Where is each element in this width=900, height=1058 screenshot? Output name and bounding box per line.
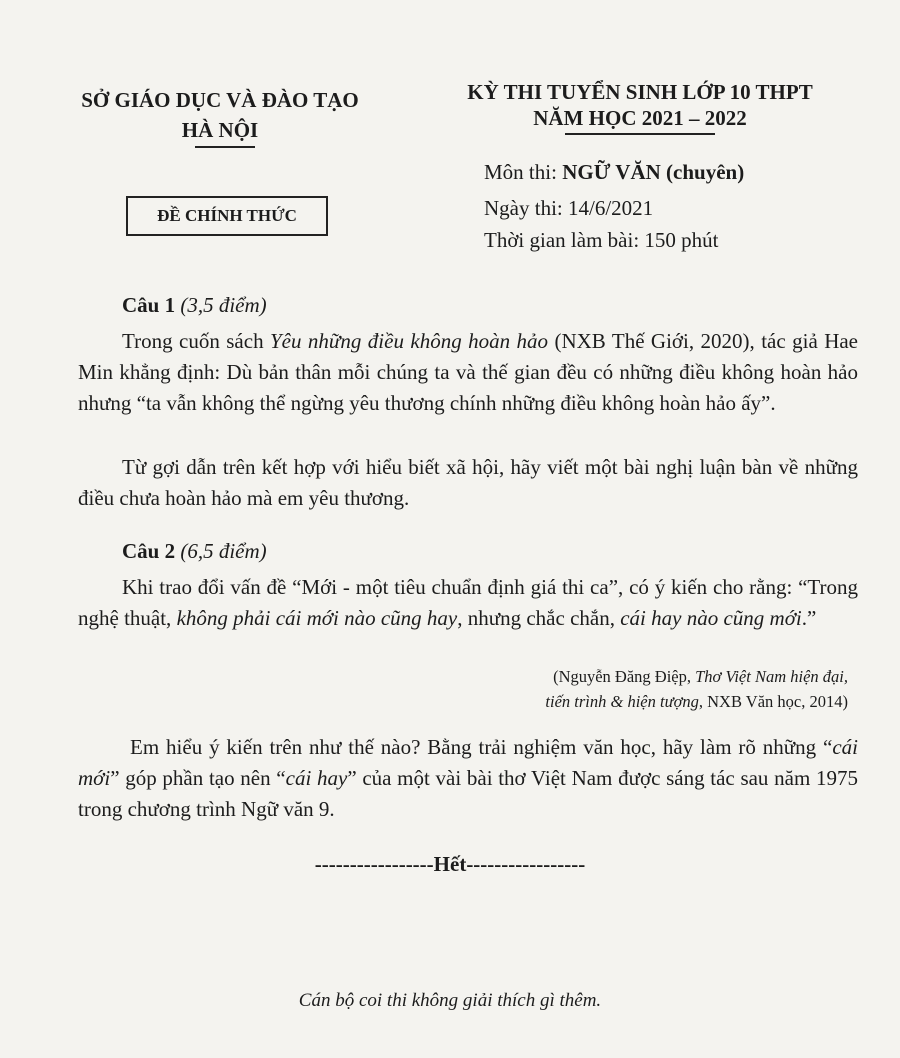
q2-text-c: , nhưng chắc chắn, [457,606,621,630]
cite-book-title-b: tiến trình & hiện tượng [545,692,699,711]
question1-heading [122,293,267,318]
citation-line1 [448,667,848,687]
q2-quote-b: không phải cái mới nào cũng hay [176,606,458,630]
question1-points: (3,5 điểm) [180,293,267,317]
cite-book-title-a: Thơ Việt Nam hiện đại, [695,667,848,686]
q1-text-a: Trong cuốn sách [122,329,270,353]
exam-year: NĂM HỌC 2021 – 2022 [533,106,747,130]
question1-label: Câu 1 [122,293,176,317]
q1-text-b: (NXB Thế Giới, 2020), tác giả Hae Min khẳng định: Dù bản thân mỗi chúng ta và thế gian đều có những điều không hoàn hảo nhưng “ta vẫn không thể ngừng yêu thương chính những điều không hoàn hảo ấy”. [78,329,859,415]
exam-date: Ngày thi: 14/6/2021 [484,196,654,220]
question1-paragraph2: Từ gợi dẫn trên kết hợp với hiểu biết xã hội, hãy viết một bài nghị luận bàn về những điều chưa hoàn hảo mà em yêu thương. [78,455,858,510]
department-underline [195,146,255,148]
cite-author: (Nguyễn Đăng Điệp, [553,667,696,686]
question2-label: Câu 2 [122,539,176,563]
q2-text-a: Khi trao đổi vấn đề “Mới - một tiêu chuẩn định giá thi ca”, có ý kiến cho rằng: “Trong nghệ thuật, [78,575,858,630]
question2-paragraph2 [78,732,858,825]
question2-points: (6,5 điểm) [180,539,267,563]
exam-duration: Thời gian làm bài: 150 phút [484,228,719,252]
subject-row [484,160,744,185]
q2p2-term-good: cái hay [285,766,348,790]
department-name: SỞ GIÁO DỤC VÀ ĐÀO TẠO [81,88,359,112]
q2p2-text-e: ” của một vài bài thơ Việt Nam được sáng tác sau năm 1975 trong chương trình Ngữ văn 9. [78,766,858,821]
subject-value: NGỮ VĂN (chuyên) [562,160,745,184]
end-marker: -----------------Hết----------------- [314,852,586,876]
q1-book-title: Yêu những điều không hoàn hảo [270,329,549,353]
city-name: HÀ NỘI [181,118,259,142]
question2-paragraph1 [78,572,858,634]
q2p2-term-new: cái mới [78,735,858,790]
question2-heading [122,539,267,564]
q2p2-text-c: ” góp phần tạo nên “ [110,766,286,790]
question1-paragraph1 [78,326,858,419]
q2-quote-d: cái hay nào cũng mới [620,606,802,630]
exam-year-underline [565,133,715,135]
official-exam-badge: ĐỀ CHÍNH THỨC [126,196,328,236]
citation-line2 [448,692,848,712]
cite-publisher: , NXB Văn học, 2014) [698,692,848,711]
q2p2-text-a: Em hiểu ý kiến trên như thế nào? Bằng trải nghiệm văn học, hãy làm rõ những “ [130,735,833,759]
q2-text-e: .” [801,606,817,630]
proctor-note: Cán bộ coi thi không giải thích gì thêm. [298,990,602,1011]
subject-label: Môn thi: [484,160,563,184]
exam-title: KỲ THI TUYỂN SINH LỚP 10 THPT [467,80,813,104]
